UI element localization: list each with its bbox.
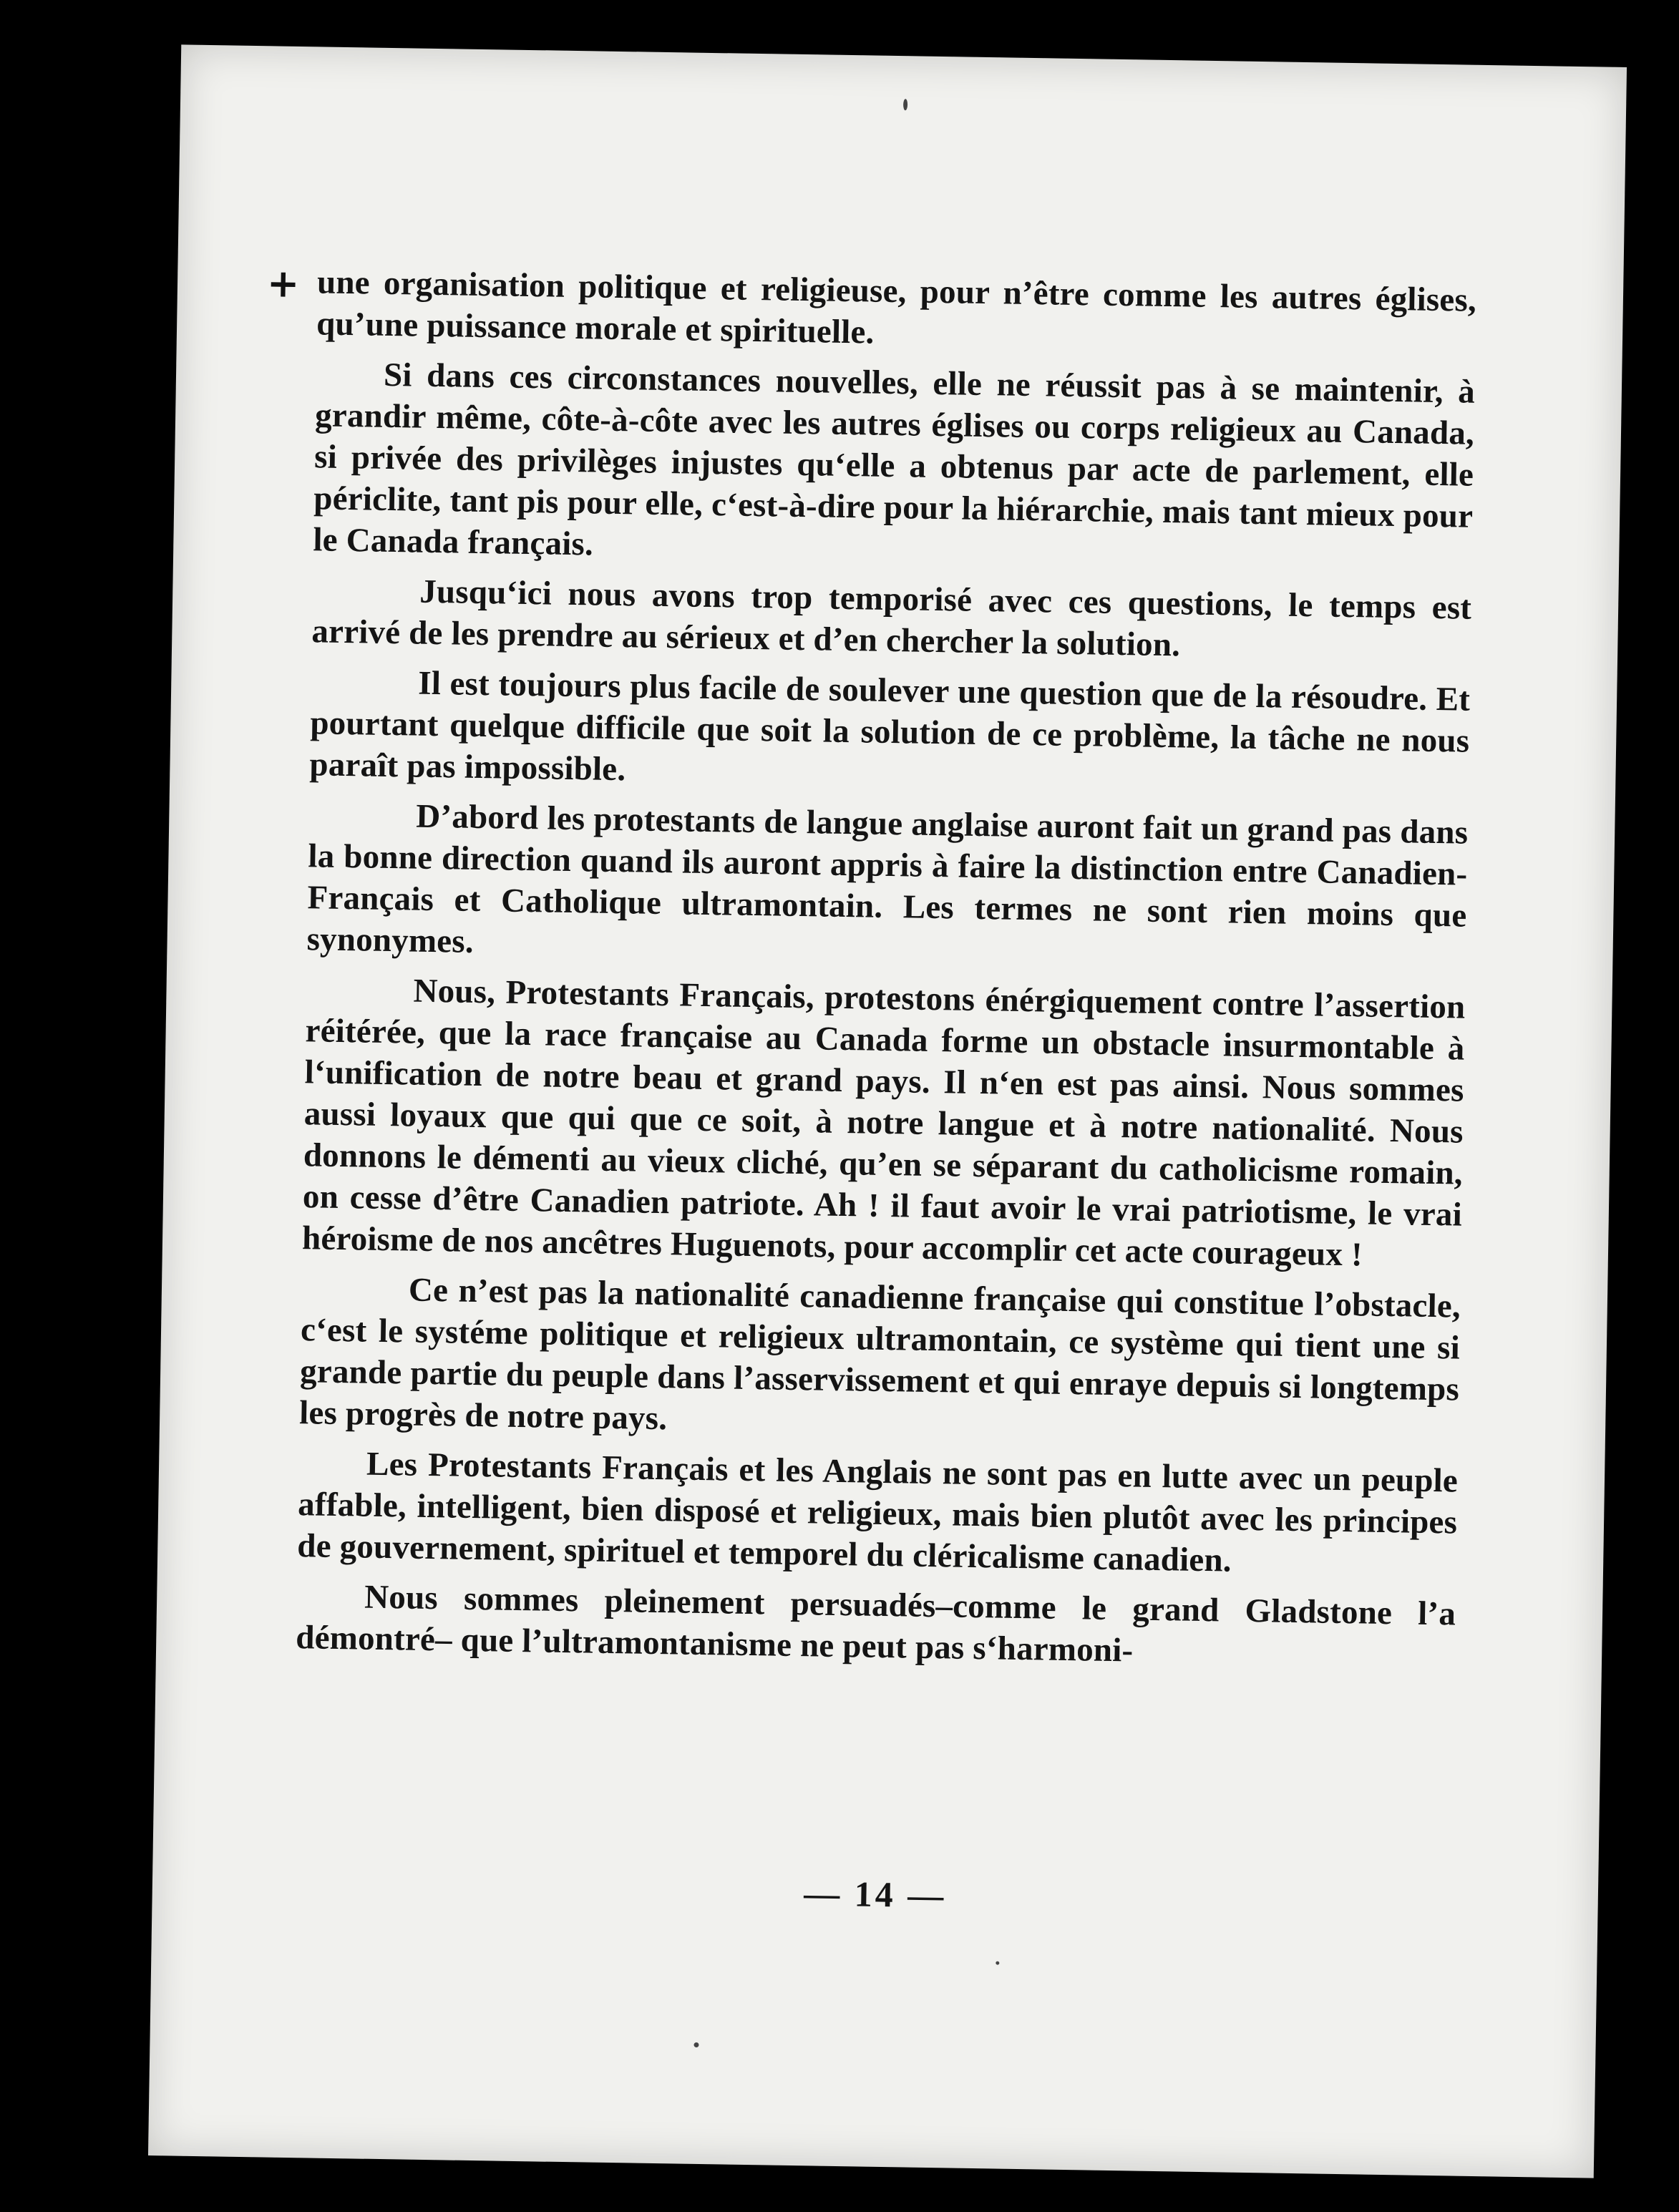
paragraph: Jusqu‘ici nous avons trop temporisé avec ces questions, le temps est arrivé de les prendre au sérieux et d’en chercher la solution. [311, 573, 1472, 664]
paragraph: Si dans ces circonstances nouvelles, elle ne réussit pas à se maintenir, à grandir même, côte-à-côte avec les autres églises ou corps religieux au Canada, si privée des privilèges injustes qu‘elle a obtenus par acte de parlement, elle périclite, tant pis pour elle, c‘est-à-dire pour la hiérarchie, mais tant mieux pour le Canada français. [313, 356, 1476, 563]
paragraph: Il est toujours plus facile de soulever une question que de la résoudre. Et pourtant quelque difficile que soit la solution de ce problème, la tâche ne nous paraît pas impossible. [309, 664, 1471, 789]
body-text [296, 261, 1477, 1685]
dust-speck [996, 1962, 999, 1965]
paragraph: D’abord les protestants de langue anglaise auront fait un grand pas dans la bonne direction quand ils auront appris à faire la distinction entre Canadien-Français et Catholique ultramontain. Les termes ne sont rien moins que synonymes. [306, 797, 1469, 960]
paragraph-continuation: une organisation politique et religieuse, pour n’être comme les autres églises, qu’une puissance morale et spirituelle. [316, 263, 1477, 351]
document-page [148, 44, 1627, 2178]
dust-speck [903, 99, 907, 110]
page-number: — 14 — [803, 1873, 947, 1916]
margin-mark: + [266, 260, 300, 306]
paragraph: Nous sommes pleinement persuadés–comme le grand Gladstone l’a démontré– que l’ultramontanisme ne peut pas s‘harmoni- [295, 1578, 1456, 1670]
paragraph: Les Protestants Français et les Anglais ne sont pas en lutte avec un peuple affable, intelligent, bien disposé et religieux, mais bien plutôt avec les principes de gouvernement, spirituel et temporel du cléricalisme canadien. [296, 1445, 1459, 1579]
paragraph: Nous, Protestants Français, protestons énérgiquement contre l’assertion réitérée, que la race française au Canada forme un obstacle insurmontable à l‘unification de notre beau et grand pays. Il n‘en est pas ainsi. Nous sommes aussi loyaux que qui que ce soit, à notre langue et à notre nationalité. Nous donnons le démenti au vieux cliché, qu’en se séparant du catholicisme romain, on cesse d’être Canadien patriote. Ah ! il faut avoir le vrai patriotisme, le vrai héroisme de nos ancêtres Huguenots, pour accomplir cet acte courageux ! [301, 972, 1466, 1274]
dust-speck [694, 2042, 699, 2047]
paragraph: Ce n’est pas la nationalité canadienne française qui constitue l’obstacle, c‘est le systéme politique et religieux ultramontain, ce système qui tient une si grande partie du peuple dans l’asservissement et qui enraye depuis si longtemps les progrès de notre pays. [298, 1271, 1461, 1438]
